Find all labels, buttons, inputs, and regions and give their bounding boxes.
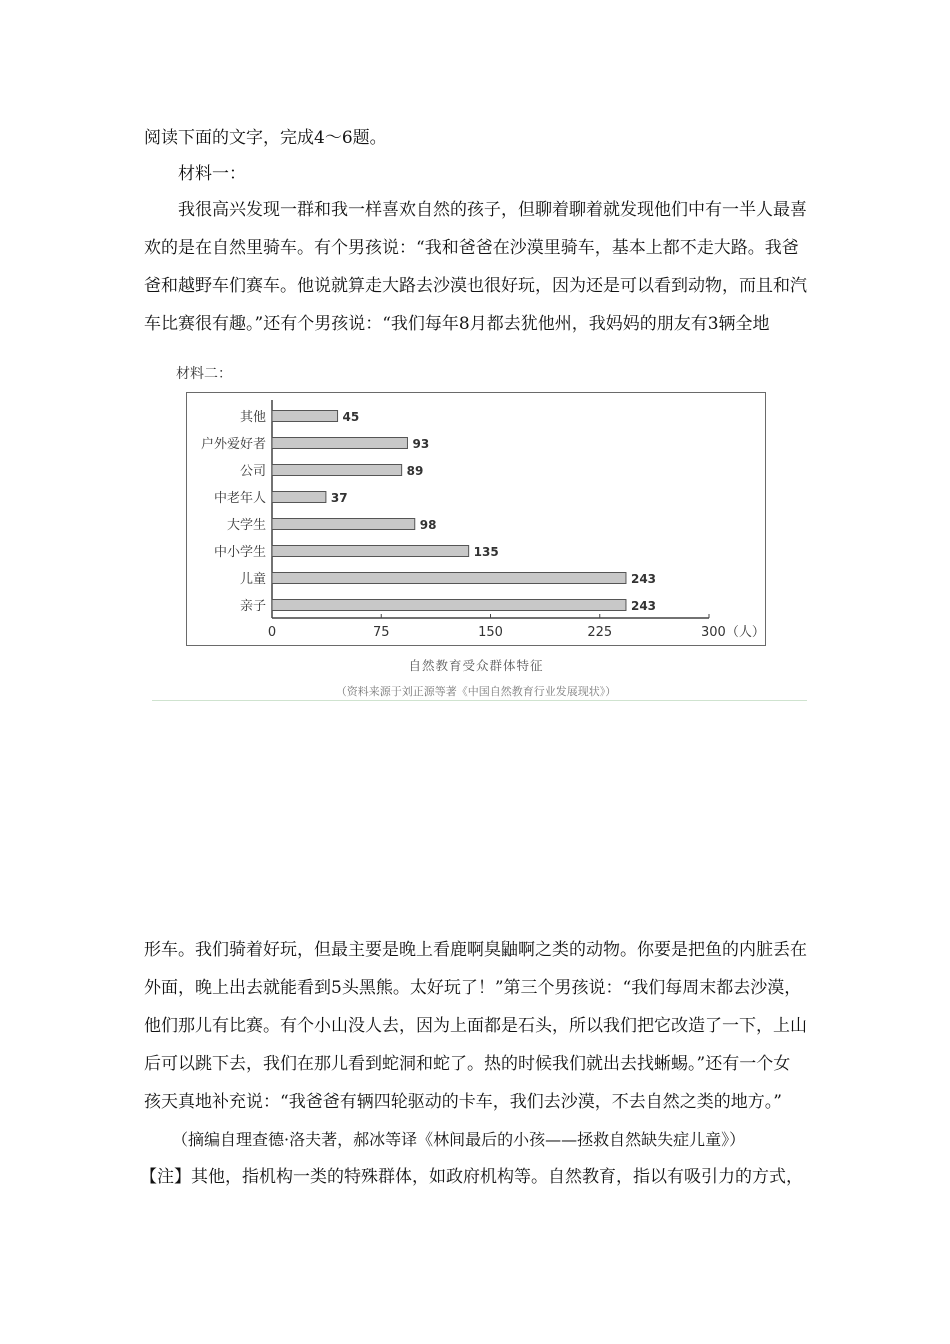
value-label: 45	[342, 410, 360, 424]
material1-line-4: 车比赛很有趣。”还有个男孩说：“我们每年8月都去犹他州，我妈妈的朋友有3辆全地	[144, 314, 770, 334]
value-label: 135	[473, 545, 499, 559]
x-tick-label: 225	[587, 625, 613, 640]
material1-line-1: 我很高兴发现一群和我一样喜欢自然的孩子，但聊着聊着就发现他们中有一半人最喜	[178, 200, 807, 220]
bar	[272, 411, 338, 422]
chart-caption: 自然教育受众群体特征	[408, 658, 544, 673]
value-label: 243	[630, 572, 657, 586]
bar	[272, 519, 415, 530]
value-label: 89	[406, 464, 424, 478]
category-label: 其他	[239, 410, 266, 425]
x-tick-label: 0	[267, 625, 277, 640]
category-label: 中老年人	[213, 491, 266, 506]
category-label: 户外爱好者	[200, 437, 266, 452]
value-label: 37	[330, 491, 348, 505]
divider-line	[152, 700, 807, 701]
value-label: 243	[630, 599, 657, 613]
continuation-line-3: 他们那儿有比赛。有个小山没人去，因为上面都是石头，所以我们把它改造了一下，上山	[144, 1016, 807, 1036]
reading-instruction: 阅读下面的文字，完成4～6题。	[144, 128, 387, 148]
material2-label: 材料二：	[176, 366, 232, 382]
category-label: 大学生	[226, 518, 266, 533]
chart-source: （资料来源于刘正源等著《中国自然教育行业发展现状》）	[335, 685, 617, 698]
bar	[272, 600, 626, 611]
bar	[272, 492, 326, 503]
note-text: 【注】其他，指机构一类的特殊群体，如政府机构等。自然教育，指以有吸引力的方式，	[140, 1167, 803, 1187]
value-label: 98	[419, 518, 437, 532]
continuation-line-4: 后可以跳下去，我们在那儿看到蛇洞和蛇了。热的时候我们就出去找蜥蜴。”还有一个女	[144, 1054, 791, 1074]
bar-chart	[186, 392, 766, 646]
bar	[272, 438, 407, 449]
x-tick-label: 75	[372, 625, 390, 640]
category-label: 儿童	[239, 572, 266, 587]
bar	[272, 573, 626, 584]
material1-line-2: 欢的是在自然里骑车。有个男孩说：“我和爸爸在沙漠里骑车，基本上都不走大路。我爸	[144, 238, 799, 258]
continuation-line-5: 孩天真地补充说：“我爸爸有辆四轮驱动的卡车，我们去沙漠，不去自然之类的地方。”	[144, 1092, 782, 1112]
x-tick-label: 150	[478, 625, 503, 640]
source-citation: （摘编自理查德·洛夫著，郝冰等译《林间最后的小孩——拯救自然缺失症儿童》）	[172, 1130, 746, 1149]
value-label: 93	[412, 437, 430, 451]
category-label: 中小学生	[213, 545, 266, 560]
bar	[272, 546, 469, 557]
category-label: 亲子	[239, 599, 266, 614]
category-label: 公司	[239, 464, 266, 479]
bar	[272, 465, 402, 476]
material1-line-3: 爸和越野车们赛车。他说就算走大路去沙漠也很好玩，因为还是可以看到动物，而且和汽	[144, 276, 807, 296]
material1-label: 材料一：	[178, 164, 246, 184]
continuation-line-1: 形车。我们骑着好玩，但最主要是晚上看鹿啊臭鼬啊之类的动物。你要是把鱼的内脏丢在	[144, 940, 807, 960]
x-tick-label: 300（人）	[701, 625, 765, 640]
continuation-line-2: 外面，晚上出去就能看到5头黑熊。太好玩了！”第三个男孩说：“我们每周末都去沙漠，	[144, 978, 802, 998]
